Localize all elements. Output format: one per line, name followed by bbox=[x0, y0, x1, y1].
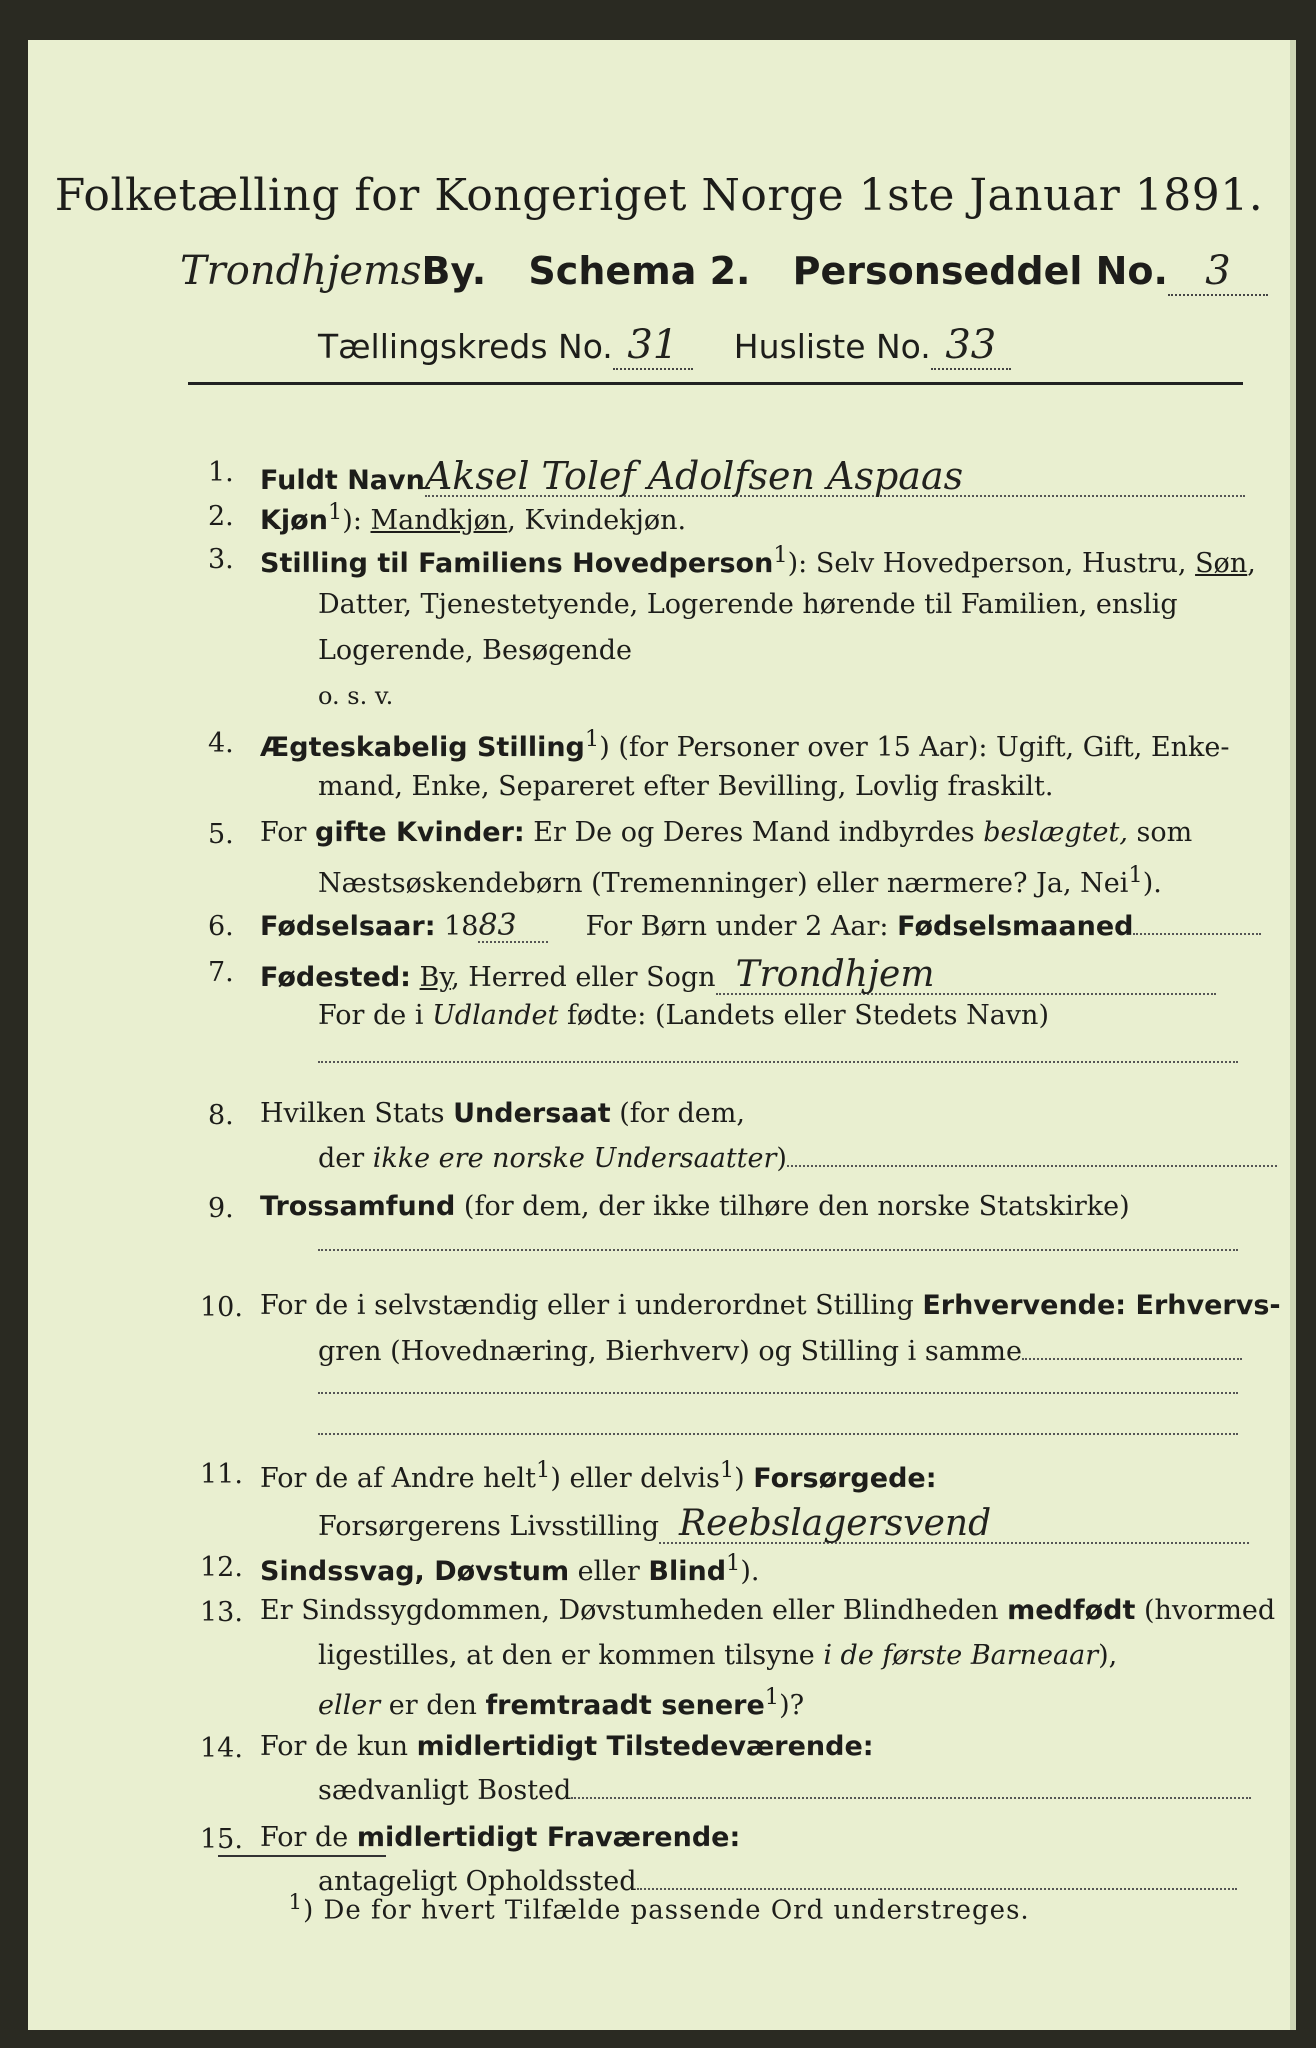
item-14-line2-text: sædvanligt Bosted bbox=[318, 1775, 572, 1807]
item-5-sup: 1 bbox=[1128, 862, 1143, 889]
item-12-end: ). bbox=[740, 1556, 760, 1588]
item-12-or: eller bbox=[569, 1556, 649, 1588]
item-11-sup1: 1 bbox=[536, 1457, 551, 1484]
item-3-sup: 1 bbox=[773, 542, 788, 569]
item-number-14: 14. bbox=[200, 1732, 243, 1764]
item-4 bbox=[260, 726, 1230, 764]
item-5-italic: beslægtet, bbox=[983, 817, 1128, 849]
item-3 bbox=[260, 542, 1256, 580]
header-line-schema bbox=[180, 248, 1268, 296]
item-5-text: Er De og Deres Mand indbyrdes bbox=[524, 817, 984, 849]
item-6-text: For Børn under 2 Aar: bbox=[585, 910, 898, 942]
item-11-answer: Reebslagersvend bbox=[659, 1506, 1249, 1544]
item-number-9: 9. bbox=[208, 1193, 234, 1225]
item-9-text: (for dem, der ikke tilhøre den norske Statskirke) bbox=[455, 1191, 1130, 1223]
item-10-line2-text: gren (Hovednæring, Bierhverv) og Stilling i samme bbox=[318, 1336, 1023, 1368]
item-11 bbox=[260, 1457, 937, 1495]
schema-label: Schema 2. bbox=[528, 249, 751, 293]
item-2-text: ): bbox=[342, 505, 371, 537]
item-5-label: gifte Kvinder: bbox=[315, 817, 525, 849]
item-5-line2-end: ). bbox=[1142, 868, 1162, 900]
item-number-10: 10. bbox=[200, 1291, 243, 1323]
census-form-sheet bbox=[28, 40, 1296, 2030]
item-11-sup2: 1 bbox=[719, 1457, 735, 1484]
item-13 bbox=[260, 1594, 1276, 1626]
item-2 bbox=[260, 499, 687, 537]
item-10-line2 bbox=[318, 1336, 1242, 1368]
item-3-line4: o. s. v. bbox=[318, 681, 394, 710]
item-13-label: medfødt bbox=[1007, 1594, 1136, 1626]
item-8-c: (for dem, bbox=[610, 1098, 745, 1130]
item-13-c: (hvormed bbox=[1135, 1594, 1276, 1626]
item-number-8: 8. bbox=[208, 1100, 234, 1132]
item-6-label: Fødselsaar: bbox=[260, 910, 436, 942]
item-12-label: Sindssvag, Døvstum bbox=[260, 1556, 570, 1588]
item-7-line2-italic: Udlandet bbox=[432, 999, 559, 1031]
item-5-end: som bbox=[1127, 817, 1193, 849]
item-8-a: Hvilken Stats bbox=[260, 1098, 454, 1130]
item-11-b: ) eller delvis bbox=[550, 1463, 720, 1495]
item-15-label: midlertidigt Fraværende: bbox=[356, 1821, 741, 1853]
item-4-sup: 1 bbox=[584, 726, 600, 753]
item-number-15: 15. bbox=[200, 1823, 243, 1855]
item-1 bbox=[260, 453, 1245, 498]
item-7 bbox=[260, 954, 1216, 996]
item-3-selected: Søn bbox=[1195, 548, 1248, 580]
item-11-line2 bbox=[318, 1502, 1249, 1544]
item-8-label: Undersaat bbox=[453, 1098, 611, 1130]
item-15 bbox=[260, 1821, 741, 1853]
item-11-a: For de af Andre helt bbox=[260, 1463, 537, 1495]
item-3-line3: Logerende, Besøgende bbox=[318, 635, 632, 667]
item-13-line3-end: )? bbox=[779, 1690, 805, 1722]
item-13-line2-a: ligestilles, at den er kommen tilsyne bbox=[318, 1639, 824, 1671]
item-10-blank-line-1 bbox=[318, 1372, 1238, 1399]
footnote bbox=[28, 1890, 1290, 1926]
item-2-selected: Mandkjøn bbox=[370, 505, 508, 537]
item-9 bbox=[260, 1191, 1130, 1223]
item-13-a: Er Sindssygdommen, Døvstumheden eller Blindheden bbox=[260, 1594, 1008, 1626]
item-7-selected: By bbox=[419, 962, 452, 994]
item-13-sup: 1 bbox=[764, 1684, 780, 1711]
item-number-3: 3. bbox=[208, 544, 234, 576]
item-10-a: For de i selvstændig eller i underordnet Stilling bbox=[260, 1289, 923, 1321]
item-8 bbox=[260, 1098, 745, 1130]
item-12 bbox=[260, 1550, 760, 1588]
item-2-option: , Kvindekjøn. bbox=[507, 505, 687, 537]
item-13-line2-italic: i de første Barneaar bbox=[823, 1639, 1099, 1671]
tkreds-value: 31 bbox=[613, 322, 693, 370]
item-13-line3-label: fremtraadt senere bbox=[485, 1690, 765, 1722]
item-13-line3-italic: eller bbox=[318, 1690, 381, 1722]
footnote-sup: 1 bbox=[288, 1890, 304, 1915]
item-number-5: 5. bbox=[208, 819, 234, 851]
item-7-answer: Trondhjem bbox=[716, 957, 1216, 995]
item-number-2: 2. bbox=[208, 501, 234, 533]
tkreds-label: Tællingskreds No. bbox=[318, 327, 613, 366]
item-number-1: 1. bbox=[208, 456, 234, 488]
item-10-blank-line-2 bbox=[318, 1413, 1238, 1440]
item-15-line2-text: antageligt Opholdssted bbox=[318, 1866, 637, 1898]
item-11-c: ) bbox=[734, 1463, 754, 1495]
item-number-6: 6. bbox=[208, 910, 234, 942]
item-5 bbox=[260, 817, 1193, 849]
item-2-sup: 1 bbox=[327, 499, 343, 526]
item-2-label: Kjøn bbox=[260, 505, 328, 537]
item-6-year-answer: 83 bbox=[478, 911, 548, 943]
header-rule bbox=[188, 382, 1243, 385]
item-number-13: 13. bbox=[200, 1596, 243, 1628]
item-13-line2-c: ), bbox=[1098, 1639, 1118, 1671]
item-13-line3-b: er den bbox=[380, 1690, 486, 1722]
form-title: Folketælling for Kongeriget Norge 1ste Januar 1891. bbox=[54, 170, 1264, 221]
item-1-answer: Aksel Tolef Adolfsen Aspaas bbox=[425, 457, 1245, 497]
item-7-label: Fødested: bbox=[260, 962, 411, 994]
item-7-space bbox=[411, 962, 420, 993]
header-line-kreds bbox=[318, 322, 1011, 370]
item-12-blind: Blind bbox=[648, 1556, 727, 1588]
item-4-line2: mand, Enke, Separeret efter Bevilling, Lovlig fraskilt. bbox=[318, 770, 1054, 802]
item-1-label: Fuldt Navn bbox=[260, 464, 425, 496]
item-10-label: Erhvervende: Erhvervs- bbox=[922, 1289, 1281, 1321]
item-number-12: 12. bbox=[200, 1552, 243, 1584]
item-number-4: 4. bbox=[208, 728, 234, 760]
personseddel-label: Personseddel No. bbox=[792, 249, 1168, 293]
item-8-line2-c: ) bbox=[776, 1142, 787, 1174]
item-6 bbox=[260, 907, 1261, 943]
item-4-label: Ægteskabelig Stilling bbox=[260, 732, 585, 764]
item-3-label: Stilling til Familiens Hovedperson bbox=[260, 548, 774, 580]
by-label: By. bbox=[421, 249, 487, 293]
item-13-line3 bbox=[318, 1684, 805, 1722]
item-6-month-label: Fødselsmaaned bbox=[897, 910, 1134, 942]
item-5-line2 bbox=[318, 862, 1162, 900]
item-7-blank-line bbox=[318, 1041, 1238, 1068]
item-7-line2-c: fødte: (Landets eller Stedets Navn) bbox=[558, 999, 1049, 1031]
item-3-line2: Datter, Tjenestetyende, Logerende hørende til Familien, enslig bbox=[318, 588, 1178, 620]
item-15-a: For de bbox=[260, 1821, 357, 1853]
item-9-blank-line bbox=[318, 1229, 1238, 1256]
item-14-a: For de kun bbox=[260, 1730, 417, 1762]
item-14-line2 bbox=[318, 1775, 1251, 1807]
item-10 bbox=[260, 1289, 1281, 1321]
item-4-text: ) (for Personer over 15 Aar): Ugift, Gift, Enke- bbox=[599, 732, 1230, 764]
item-11-line2-text: Forsørgerens Livsstilling bbox=[318, 1510, 660, 1542]
city-handwritten: Trondhjems bbox=[180, 248, 422, 294]
item-14 bbox=[260, 1730, 874, 1762]
personseddel-value: 3 bbox=[1168, 248, 1268, 296]
item-3-comma: , bbox=[1247, 548, 1256, 580]
item-7-text: , Herred eller Sogn bbox=[451, 962, 716, 994]
item-3-text: ): Selv Hovedperson, Hustru, bbox=[787, 548, 1196, 580]
husliste-value: 33 bbox=[931, 322, 1011, 370]
item-8-line2 bbox=[318, 1142, 1277, 1174]
footnote-rule bbox=[218, 1855, 386, 1857]
husliste-label: Husliste No. bbox=[733, 327, 931, 366]
footnote-text: ) De for hvert Tilfælde passende Ord understreges. bbox=[303, 1895, 1030, 1926]
item-number-7: 7. bbox=[208, 957, 234, 989]
item-5-prefix: For bbox=[260, 817, 316, 849]
item-number-11: 11. bbox=[200, 1459, 243, 1491]
item-9-label: Trossamfund bbox=[260, 1191, 456, 1223]
item-6-century: 18 bbox=[435, 910, 479, 942]
item-7-line2-a: For de i bbox=[318, 999, 433, 1031]
item-5-line2-text: Næstsøskendebørn (Tremenninger) eller nærmere? Ja, Nei bbox=[318, 868, 1129, 900]
item-11-label: Forsørgede: bbox=[753, 1463, 937, 1495]
item-8-line2-a: der bbox=[318, 1142, 373, 1174]
item-7-line2 bbox=[318, 999, 1049, 1031]
item-14-label: midlertidigt Tilstedeværende: bbox=[416, 1730, 874, 1762]
item-12-sup: 1 bbox=[726, 1550, 741, 1577]
item-13-line2 bbox=[318, 1639, 1118, 1671]
item-8-line2-italic: ikke ere norske Undersaatter bbox=[372, 1142, 777, 1174]
